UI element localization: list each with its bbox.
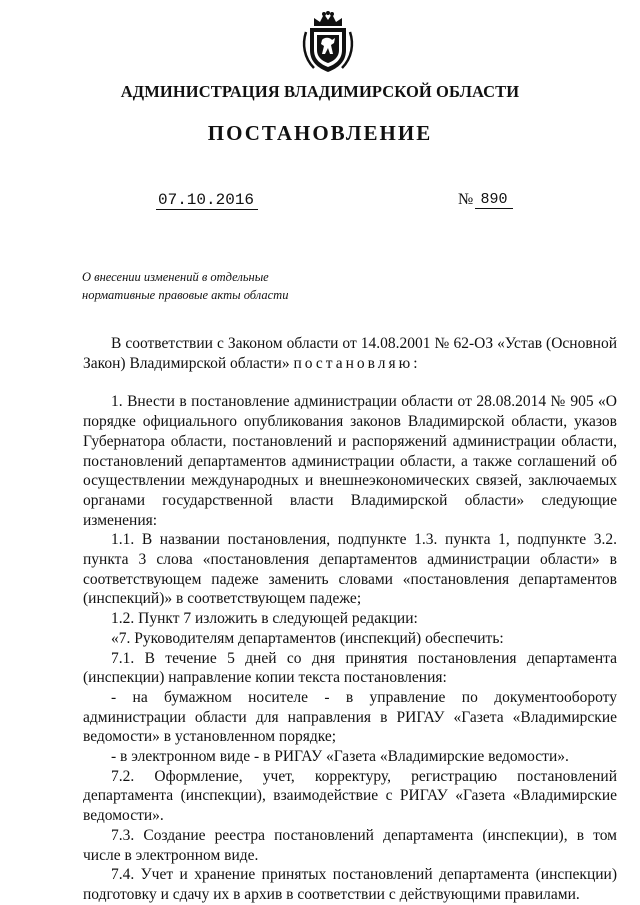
paragraph-7-3: 7.3. Создание реестра постановлений департамента (инспекции), в том числе в электронном виде. [83,826,617,864]
paragraph-7: «7. Руководителям департаментов (инспекций) обеспечить: [111,629,504,647]
intro-text: В соответствии с Законом области от 14.08.2001 № 62-ОЗ «Устав (Основной Закон) Владимирской области» [83,335,617,372]
coat-of-arms-icon [300,10,356,74]
intro-paragraph [83,334,617,373]
intro-resolve: постановляю: [293,354,421,372]
document-number-label: № [458,191,474,208]
subject-line-1: О внесении изменений в отдельные [82,270,269,284]
paragraph-7-2: 7.2. Оформление, учет, корректуру, регистрацию постановлений департамента (инспекции), взаимодействие с РИГАУ «Газета «Владимирские ведомости». [83,767,617,825]
paragraph-1-2: 1.2. Пункт 7 изложить в следующей редакции: [111,610,418,628]
document-number: 890 [475,191,513,209]
paragraph-7-1-b: - в электронном виде - в РИГАУ «Газета «Владимирские ведомости». [111,748,569,766]
paragraph-7-1: 7.1. В течение 5 дней со дня принятия постановления департамента (инспекции) направление копии текста постановления: [83,649,617,687]
paragraph-7-1-a: - на бумажном носителе - в управление по документообороту администрации области для направления в РИГАУ «Газета «Владимирские ведомости» в установленном порядке; [83,688,617,746]
paragraph-1-1: 1.1. В названии постановления, подпункте 1.3. пункта 1, подпункте 3.2. пункта 3 слова «постановления департаментов администрации области» в соответствующем падеже заменить словами «постановления департаментов (инспекций)» в соответствующем падеже; [83,531,617,608]
document-subject [82,268,342,304]
document-date: 07.10.2016 [156,191,258,210]
paragraph-7-4: 7.4. Учет и хранение принятых постановлений департамента (инспекции) подготовку и сдачу их в архив в соответствии с действующими правилами. [83,866,617,903]
paragraph-1: 1. Внести в постановление администрации области от 28.08.2014 № 905 «О порядке официального опубликования законов Владимирской области, указов Губернатора области, постановлений и распоряжений администрации области, постановлений департаментов администрации области, а также соглашений об осуществлении международных и внешнеэкономических связей, заключаемых органами государственной власти Владимирской области» следующие изменения: [83,393,617,529]
subject-line-2: нормативные правовые акты области [82,288,289,302]
organization-title: АДМИНИСТРАЦИЯ ВЛАДИМИРСКОЙ ОБЛАСТИ [120,82,520,101]
document-body [83,334,617,905]
document-type-title: ПОСТАНОВЛЕНИЕ [207,121,433,145]
